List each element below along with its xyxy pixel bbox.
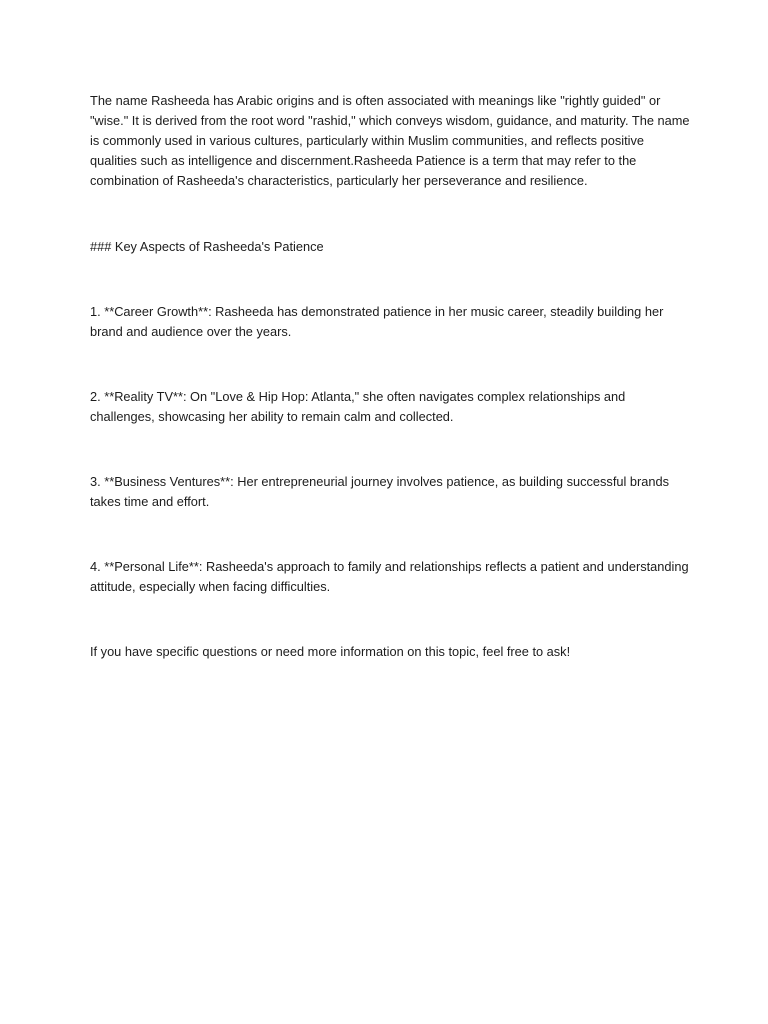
document-body — [90, 91, 690, 662]
intro-paragraph: The name Rasheeda has Arabic origins and is often associated with meanings like "rightly guided" or "wise." It is derived from the root word "rashid," which conveys wisdom, guidance, and maturity. The name is commonly used in various cultures, particularly within Muslim communities, and reflects positive qualities such as intelligence and discernment.Rasheeda Patience is a term that may refer to the combination of Rasheeda's characteristics, particularly her perseverance and resilience. — [90, 93, 690, 188]
key-aspects-list — [90, 302, 690, 597]
closing-paragraph: If you have specific questions or need more information on this topic, feel free to ask! — [90, 644, 571, 659]
section-heading: ### Key Aspects of Rasheeda's Patience — [90, 239, 324, 254]
list-item-reality-tv: 2. **Reality TV**: On "Love & Hip Hop: Atlanta," she often navigates complex relationships and challenges, showcasing her ability to remain calm and collected. — [90, 389, 626, 424]
list-item-business-ventures: 3. **Business Ventures**: Her entrepreneurial journey involves patience, as building successful brands takes time and effort. — [90, 474, 670, 509]
list-item-career-growth: 1. **Career Growth**: Rasheeda has demonstrated patience in her music career, steadily building her brand and audience over the years. — [90, 304, 664, 339]
list-item-personal-life: 4. **Personal Life**: Rasheeda's approach to family and relationships reflects a patient and understanding attitude, especially when facing difficulties. — [90, 559, 689, 594]
